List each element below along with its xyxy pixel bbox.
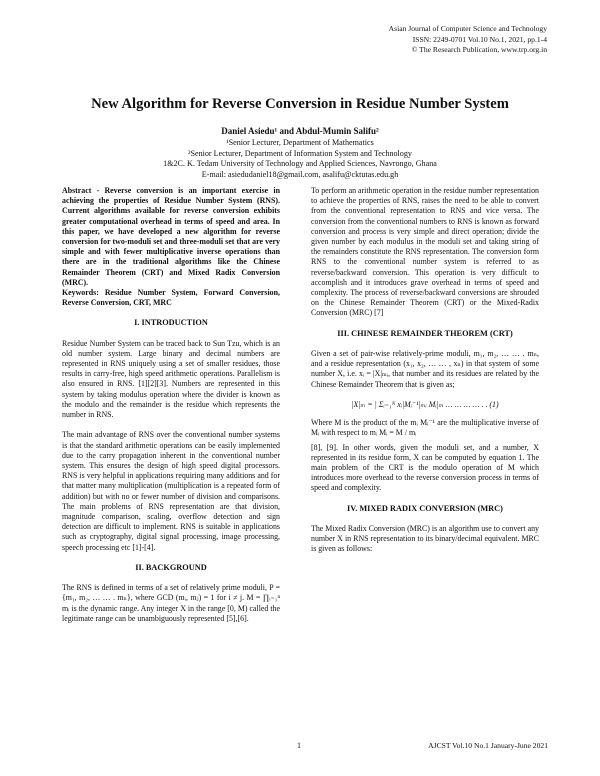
- crt-paragraph: Given a set of pair-wise relatively-prime moduli, m₁, m₂, … … . mₙ, and a residue representation (x₁, x₂, … … , xₙ) in that system of some number X, i.e. xᵢ = |X|ₘᵢ, that number and its residues are related by the Chinese Remainder Theorem that is given as;: [311, 349, 539, 389]
- section-heading-mrc: IV. MIXED RADIX CONVERSION (MRC): [347, 503, 503, 513]
- affiliations: [0, 138, 600, 180]
- crt-definition: Where M is the product of the mᵢ Mᵢ⁻¹ are the multiplicative inverse of Mᵢ with respect to mᵢ Mᵢ = M / mᵢ: [311, 418, 539, 438]
- publisher-line: © The Research Publication, www.trp.org.in: [411, 45, 547, 55]
- conversion-paragraph: To perform an arithmetic operation in the residue number representation to achieve the properties of RNS, raises the need to be able to convert from the conventional representation to RNS and vice versa. The conversion from the conventional numbers to RNS is known as forward conversion and process is very simple and direct operation; divide the given number by each modulus in the moduli set and taking string of the remainders constitute the RNS representation. The conversion form RNS to the conventional number system is referred to as reverse/backward conversion. This operation is very difficult to accomplish and it introduces grave overhead in terms of speed and complexity. The process of reverse/backward conversions are shrouded on the Chinese Remainder Theorem (CRT) or the Mixed-Radix Conversion (MRC) [7]: [311, 186, 539, 318]
- section-heading-introduction: I. INTRODUCTION: [134, 318, 208, 328]
- crt-paragraph: [8], [9]. In other words, given the moduli set, and a number, X represented in its residue form, X can be computed by equation 1. The main problem of the CRT is the modulo operation of M which introduces more overhead to the reverse conversion process in terms of speed and complexity.: [311, 442, 539, 493]
- keywords: Keywords: Residue Number System, Forward Conversion, Reverse Conversion, CRT, MRC: [62, 288, 280, 308]
- paper-authors: Daniel Asiedu¹ and Abdul-Mumin Salifu²: [221, 126, 379, 136]
- background-paragraph: The RNS is defined in terms of a set of relatively prime moduli, P = {m₁, m₂, … … . mₙ}, where GCD (mᵢ, mⱼ) = 1 for i ≠ j. M = ∏ᵢ₌₁ⁿ mᵢ is the dynamic range. Any integer X in the range [0, M) called the legitimate range can be unambiguously represented [5],[6].: [62, 583, 280, 623]
- left-column: [62, 186, 280, 634]
- abstract: Abstract - Reverse conversion is an important exercise in achieving the properties of Residue Number System (RNS). Current algorithms available for reverse conversion exhibits greater computational overhead in terms of speed and area. In this paper, we have developed a new algorithm for reverse conversion for two-moduli set and three-moduli set that are very simple and with fewer multiplicative inverse operations than there are in the traditional algorithms like the Chinese Remainder Theorem (CRT) and Mixed Radix Conversion (MRC).: [62, 186, 280, 287]
- affiliation-line: ¹Senior Lecturer, Department of Mathematics: [226, 138, 374, 147]
- affiliation-line: ²Senior Lecturer, Department of Information System and Technology: [188, 148, 412, 158]
- journal-name: Asian Journal of Computer Science and Technology: [388, 24, 547, 33]
- affiliation-line: 1&2C. K. Tedam University of Technology and Applied Sciences, Navrongo, Ghana: [163, 159, 437, 169]
- page-number: 1: [297, 741, 301, 750]
- issn-line: ISSN: 2249-0701 Vol.10 No.1, 2021, pp.1-4: [412, 34, 547, 44]
- right-column: [311, 186, 539, 565]
- intro-paragraph: Residue Number System can be traced back to Sun Tzu, which is an old number system. Large binary and decimal numbers are represented in RNS uniquely using a set of smaller residues, those results in carry-free, high speed arithmetic operations. Parallelism is also ensured in RNS. [1][2][3]. Numbers are represented in this system by taking modulus operation where the divider is known as the modulo and the remainder is the residue which represents the number in RNS.: [62, 338, 280, 420]
- section-heading-background: II. BACKGROUND: [135, 563, 207, 573]
- mrc-paragraph: The Mixed Radix Conversion (MRC) is an algorithm use to convert any number X in RNS representation to its binary/decimal equivalent. MRC is given as follows:: [311, 524, 539, 554]
- footer-citation: AJCST Vol.10 No.1 January-June 2021: [428, 741, 548, 750]
- paper-title: New Algorithm for Reverse Conversion in Residue Number System: [91, 96, 509, 112]
- intro-paragraph: The main advantage of RNS over the conventional number systems is that the standard arithmetic operations can be easily implemented due to the carry propagation inherent in the conventional number system. This ensures the design of high speed digital processors. RNS is very helpful in applications requiring many additions and for that matter many multiplication (multiplication is a repeated form of addition) but with no or fewer number of division and comparisons. The main problems of RNS representation are that division, magnitude comparison, scaling, overflow detection and sign detection are difficult to implement. RNS is suitable in applications such as cryptography, digital signal processing, image processing, speech processing etc [1]-[4].: [62, 430, 280, 552]
- journal-header: [389, 24, 547, 56]
- section-heading-crt: III. CHINESE REMAINDER THEOREM (CRT): [337, 328, 513, 338]
- email-line: E-mail: asiedudaniel18@gmail.com, asalifu@cktutas.edu.gh: [201, 169, 399, 179]
- crt-equation: |X|ₘ = | Σᵢ₌₁ᴺ xᵢ|Mᵢ⁻¹|ₘᵢ Mᵢ|ₘ … … … … . . (1): [351, 400, 499, 410]
